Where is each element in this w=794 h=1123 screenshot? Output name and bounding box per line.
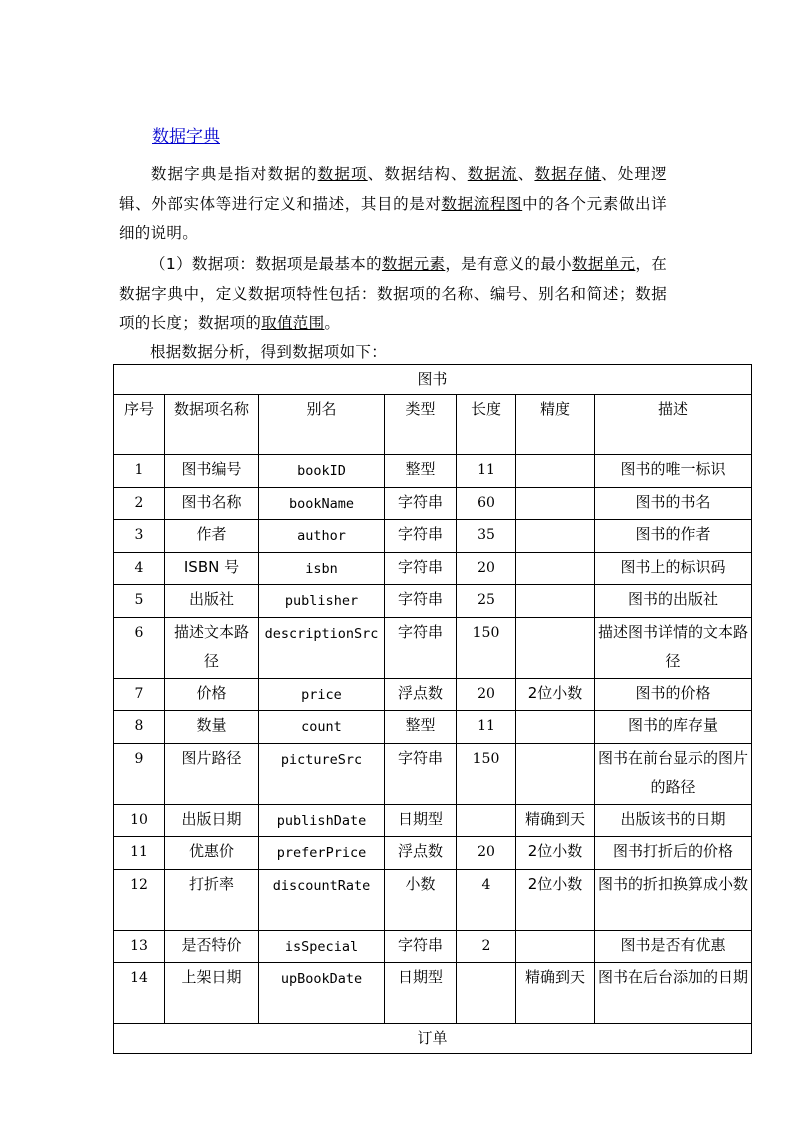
item-alias: isbn [259,552,385,585]
item-length [457,804,516,837]
item-description: 图书在前台显示的图片的路径 [595,743,752,804]
table-row [114,455,752,488]
row-number: 2 [114,487,165,520]
item-precision: 精确到天 [516,804,595,837]
intro-segment: 、处理逻辑、外部实体等进行定义和描述，其目的是对 [119,165,667,213]
item-name: 数量 [165,711,259,744]
item-type: 字符串 [385,617,457,678]
item-precision [516,455,595,488]
data-item-segment: ，是有意义的最小 [445,255,573,273]
item-length: 150 [457,617,516,678]
row-number: 8 [114,711,165,744]
item-name: 图书名称 [165,487,259,520]
table-footer-row [114,1024,752,1054]
item-type: 小数 [385,869,457,930]
item-length: 60 [457,487,516,520]
paragraph-intro-text [119,165,667,242]
item-length: 11 [457,455,516,488]
row-number: 11 [114,837,165,870]
header-cell: 描述 [595,395,752,455]
intro-segment: 数据字典是指对数据的 [150,165,318,183]
item-alias: preferPrice [259,837,385,870]
item-alias: count [259,711,385,744]
item-type: 日期型 [385,804,457,837]
intro-segment: 、数据结构、 [367,165,468,183]
row-number: 13 [114,930,165,963]
header-cell: 精度 [516,395,595,455]
row-number: 6 [114,617,165,678]
row-number: 10 [114,804,165,837]
item-precision [516,930,595,963]
item-type: 浮点数 [385,678,457,711]
section-heading[interactable]: 数据字典 [152,127,220,147]
item-description: 图书的唯一标识 [595,455,752,488]
item-description: 图书的书名 [595,487,752,520]
item-precision: 2位小数 [516,678,595,711]
item-name: 出版日期 [165,804,259,837]
intro-segment: 中的各个元素做出详细的说明。 [119,194,667,242]
item-name: 图书编号 [165,455,259,488]
item-alias: publishDate [259,804,385,837]
data-item-link[interactable]: 数据单元 [572,255,636,273]
item-alias: upBookDate [259,963,385,1024]
item-precision [516,585,595,618]
table-row [114,930,752,963]
item-alias: publisher [259,585,385,618]
header-cell: 类型 [385,395,457,455]
item-name: 优惠价 [165,837,259,870]
item-type: 字符串 [385,552,457,585]
table-row [114,617,752,678]
data-item-link[interactable]: 取值范围 [261,314,325,332]
item-alias: discountRate [259,869,385,930]
item-description: 图书的折扣换算成小数 [595,869,752,930]
item-description: 出版该书的日期 [595,804,752,837]
intro-link[interactable]: 数据项 [317,165,368,183]
item-type: 字符串 [385,585,457,618]
item-type: 日期型 [385,963,457,1024]
intro-link[interactable]: 数据流程图 [441,194,523,213]
item-length: 150 [457,743,516,804]
item-name: 描述文本路径 [165,617,259,678]
item-type: 字符串 [385,487,457,520]
item-length: 25 [457,585,516,618]
item-description: 图书打折后的价格 [595,837,752,870]
item-type: 字符串 [385,930,457,963]
item-length: 35 [457,520,516,553]
table-row [114,837,752,870]
item-alias: price [259,678,385,711]
item-name: ISBN 号 [165,552,259,585]
item-name: 出版社 [165,585,259,618]
table-row [114,520,752,553]
header-cell: 数据项名称 [165,395,259,455]
table-row [114,678,752,711]
item-description: 图书的出版社 [595,585,752,618]
item-name: 上架日期 [165,963,259,1024]
item-alias: bookID [259,455,385,488]
paragraph-intro [119,160,667,249]
intro-segment: 、 [517,165,535,183]
item-alias: pictureSrc [259,743,385,804]
intro-link[interactable]: 数据流 [467,165,518,183]
item-name: 价格 [165,678,259,711]
next-table-title: 订单 [114,1024,752,1054]
table-row [114,963,752,1024]
item-alias: author [259,520,385,553]
data-item-link[interactable]: 数据元素 [381,255,446,273]
row-number: 4 [114,552,165,585]
item-description: 图书的作者 [595,520,752,553]
item-length [457,963,516,1024]
data-dictionary-table [113,364,752,1054]
item-precision [516,711,595,744]
item-precision [516,552,595,585]
paragraph-table-lead [119,340,667,364]
item-length: 4 [457,869,516,930]
item-precision [516,487,595,520]
item-alias: descriptionSrc [259,617,385,678]
item-precision [516,617,595,678]
item-length: 20 [457,678,516,711]
table-row [114,487,752,520]
item-name: 图片路径 [165,743,259,804]
table-row [114,711,752,744]
item-precision [516,520,595,553]
paragraph-data-item [119,250,667,339]
item-type: 字符串 [385,743,457,804]
header-cell: 长度 [457,395,516,455]
item-precision: 2位小数 [516,869,595,930]
item-description: 描述图书详情的文本路径 [595,617,752,678]
item-description: 图书的库存量 [595,711,752,744]
item-alias: isSpecial [259,930,385,963]
paragraph-table-lead-text: 根据数据分析，得到数据项如下： [150,343,388,361]
item-name: 是否特价 [165,930,259,963]
table-row [114,552,752,585]
header-cell: 序号 [114,395,165,455]
data-item-segment: 。 [324,314,341,332]
item-description: 图书上的标识码 [595,552,752,585]
table-row [114,585,752,618]
item-length: 2 [457,930,516,963]
item-name: 打折率 [165,869,259,930]
item-length: 11 [457,711,516,744]
table-title-row [114,365,752,395]
item-type: 整型 [385,711,457,744]
item-precision [516,743,595,804]
item-alias: bookName [259,487,385,520]
row-number: 12 [114,869,165,930]
table-row [114,743,752,804]
item-name: 作者 [165,520,259,553]
row-number: 9 [114,743,165,804]
item-description: 图书在后台添加的日期 [595,963,752,1024]
table-row [114,869,752,930]
item-type: 整型 [385,455,457,488]
table-header-row [114,395,752,455]
item-length: 20 [457,552,516,585]
row-number: 3 [114,520,165,553]
intro-link[interactable]: 数据存储 [534,165,602,183]
row-number: 5 [114,585,165,618]
header-cell: 别名 [259,395,385,455]
data-item-segment: ，在数据字典中，定义数据项特性包括：数据项的名称、编号、别名和简述；数据项的长度；数据项的 [119,255,668,332]
item-precision: 2位小数 [516,837,595,870]
item-length: 20 [457,837,516,870]
row-number: 7 [114,678,165,711]
item-type: 字符串 [385,520,457,553]
paragraph-data-item-text [119,255,667,332]
item-precision: 精确到天 [516,963,595,1024]
table-row [114,804,752,837]
data-item-segment: （1）数据项：数据项是最基本的 [150,255,382,273]
item-description: 图书的价格 [595,678,752,711]
row-number: 14 [114,963,165,1024]
row-number: 1 [114,455,165,488]
item-description: 图书是否有优惠 [595,930,752,963]
item-type: 浮点数 [385,837,457,870]
table-title: 图书 [114,365,752,395]
